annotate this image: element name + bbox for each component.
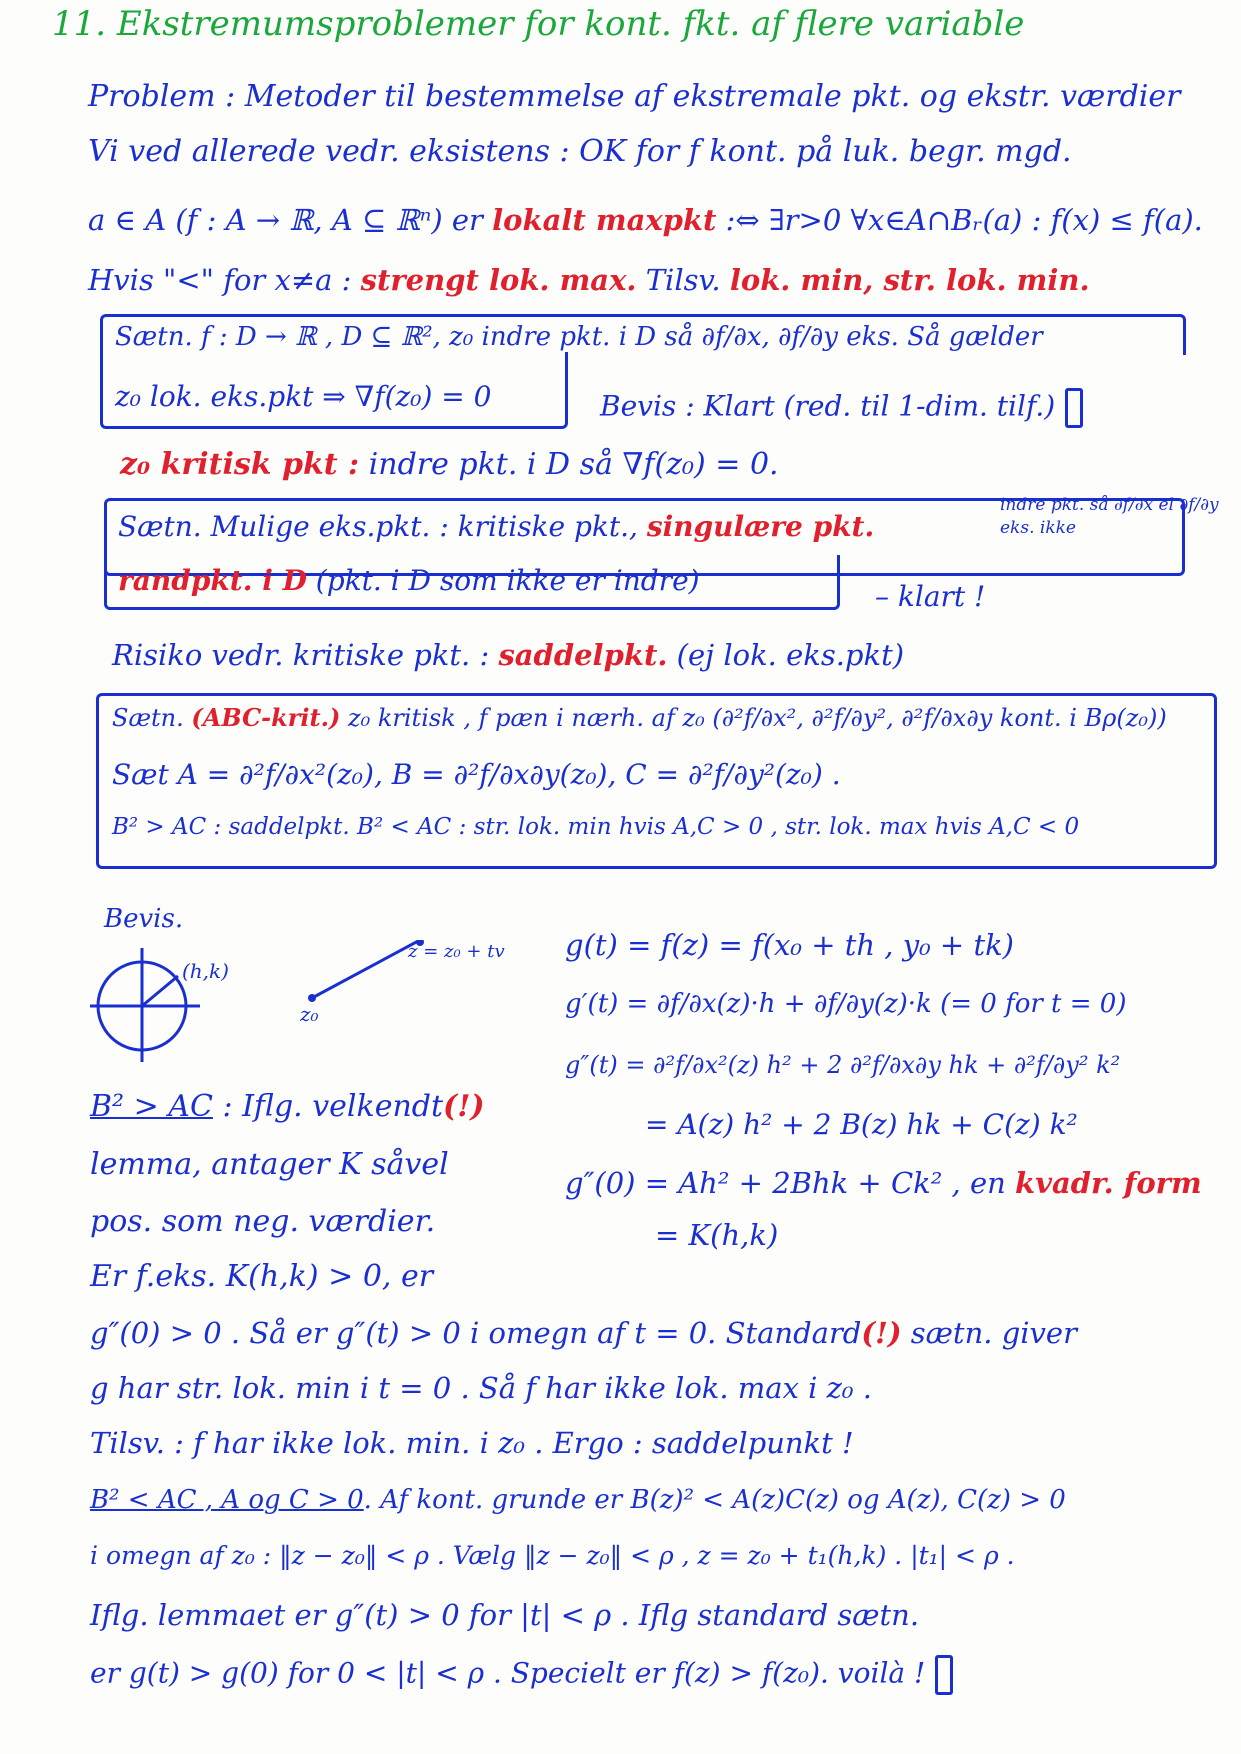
text: sætn. giver (901, 1316, 1077, 1350)
case-saddle-line3: pos. som neg. værdier. (90, 1204, 436, 1239)
proof-line-7 (90, 1655, 953, 1695)
text: Sætn. Mulige eks.pkt. : kritiske pkt., (118, 510, 647, 543)
proof-clear (600, 388, 1083, 428)
qed-icon (1065, 388, 1083, 428)
term-kritisk-pkt: z₀ kritisk pkt : (120, 447, 360, 482)
exclamation-mark: (!) (861, 1316, 902, 1350)
text: (ej lok. eks.pkt) (667, 638, 905, 672)
line-existence: Vi ved allerede vedr. eksistens : OK for f kont. på luk. begr. mgd. (88, 134, 1072, 169)
term-lokalt-maxpkt: lokalt maxpkt (492, 203, 717, 237)
proof-line-5: i omegn af z₀ : ‖z − z₀‖ < ρ . Vælg ‖z − z₀‖ < ρ , z = z₀ + t₁(h,k) . |t₁| < ρ . (90, 1541, 1015, 1570)
text: indre pkt. i D så ∇f(z₀) = 0. (359, 447, 779, 482)
proof-line-4 (90, 1486, 1066, 1515)
page-title: 11. Ekstremumsproblemer for kont. fkt. af flere variable (52, 4, 1025, 44)
eq-k-hk: = K(h,k) (655, 1218, 779, 1252)
case-saddle-line4: Er f.eks. K(h,k) > 0, er (90, 1259, 434, 1294)
singular-note: indre pkt. så ∂f/∂x el ∂f/∂y eks. ikke (1000, 495, 1219, 538)
term-lok-min: lok. min, str. lok. min. (729, 263, 1090, 297)
case-saddle-heading (90, 1090, 485, 1123)
z-segment-label: z = z₀ + tv (408, 941, 505, 962)
z0-label: z₀ (300, 1002, 319, 1026)
case-saddle-line2: lemma, antager K såvel (90, 1147, 449, 1182)
qed-icon (935, 1655, 953, 1695)
text: : Iflg. velkendt (212, 1089, 444, 1124)
text: . Af kont. grunde er B(z)² < A(z)C(z) og A(z), C(z) > 0 (363, 1485, 1066, 1515)
hk-label: (h,k) (182, 959, 229, 983)
theorem-abc-def: Sæt A = ∂²f/∂x²(z₀), B = ∂²f/∂x∂y(z₀), C = ∂²f/∂y²(z₀) . (112, 758, 841, 791)
text: Bevis : Klart (red. til 1-dim. tilf.) (600, 389, 1056, 423)
term-saddelpkt: saddelpkt. (498, 638, 668, 672)
point-z0 (308, 994, 316, 1002)
text: Sætn. (112, 704, 192, 732)
term-strengt-lok-max: strengt lok. max. (360, 263, 637, 297)
line-strict (88, 265, 1090, 297)
text: Risiko vedr. kritiske pkt. : (112, 638, 499, 672)
direction-vector (142, 976, 178, 1006)
proof-line-6: Iflg. lemmaet er g″(t) > 0 for |t| < ρ . Iflg standard sætn. (90, 1598, 920, 1632)
proof-line-1 (90, 1318, 1077, 1350)
term-randpkt: randpkt. i D (118, 564, 307, 597)
theorem-possible-points (118, 512, 874, 543)
term-singulaere-pkt: singulære pkt. (646, 510, 875, 543)
theorem-abc-header (112, 705, 1167, 731)
line-local-max-def (88, 205, 1203, 237)
line-problem: Problem : Metoder til bestemmelse af ekstremale pkt. og ekstr. værdier (88, 79, 1181, 114)
text: g″(0) = Ah² + 2Bhk + Ck² , en (565, 1166, 1016, 1200)
clear-note: – klart ! (875, 580, 986, 613)
text: Hvis "<" for x≠a : (88, 263, 361, 297)
text: z₀ kritisk , f pæn i nærh. af z₀ (∂²f/∂x², ∂²f/∂y², ∂²f/∂x∂y kont. i Bρ(z₀)) (340, 704, 1167, 732)
case-label: B² < AC , A og C > 0 (90, 1485, 364, 1515)
text: (pkt. i D som ikke er indre) (306, 564, 700, 597)
proof-line-3: Tilsv. : f har ikke lok. min. i z₀ . Ergo : saddelpunkt ! (90, 1426, 854, 1460)
eq-g-double-prime-zero (565, 1168, 1202, 1200)
theorem-gradient-conclusion: z₀ lok. eks.pkt ⇒ ∇f(z₀) = 0 (115, 380, 492, 413)
term-kvadr-form: kvadr. form (1015, 1166, 1202, 1200)
line-risk (112, 640, 904, 672)
eq-g-double-prime-abc: = A(z) h² + 2 B(z) hk + C(z) k² (645, 1108, 1078, 1141)
proof-line-2: g har str. lok. min i t = 0 . Så f har ikke lok. max i z₀ . (90, 1371, 872, 1405)
segment-line (312, 940, 420, 998)
exclamation-mark: (!) (443, 1089, 485, 1124)
proof-label: Bevis. (104, 904, 184, 934)
text: Tilsv. (636, 263, 730, 297)
line-critical-def (120, 448, 779, 481)
eq-g-double-prime: g″(t) = ∂²f/∂x²(z) h² + 2 ∂²f/∂x∂y hk + ∂²f/∂y² k² (565, 1051, 1121, 1079)
text: a ∈ A (f : A → ℝ, A ⊆ ℝⁿ) er (88, 203, 493, 237)
term-abc-krit: (ABC-krit.) (191, 703, 341, 732)
text: g″(0) > 0 . Så er g″(t) > 0 i omegn af t = 0. Standard (90, 1316, 862, 1350)
eq-g: g(t) = f(z) = f(x₀ + th , y₀ + tk) (565, 928, 1014, 962)
case-label: B² > AC (90, 1089, 213, 1124)
theorem-gradient: Sætn. f : D → ℝ , D ⊆ ℝ², z₀ indre pkt. i D så ∂f/∂x, ∂f/∂y eks. Så gælder (115, 322, 1043, 352)
text: er g(t) > g(0) for 0 < |t| < ρ . Specielt er f(z) > f(z₀). voilà ! (90, 1656, 926, 1690)
theorem-abc-conclusion: B² > AC : saddelpkt. B² < AC : str. lok. min hvis A,C > 0 , str. lok. max hvis A,C < 0 (112, 814, 1080, 840)
text: :⇔ ∃r>0 ∀x∈A∩Bᵣ(a) : f(x) ≤ f(a). (716, 203, 1203, 237)
line-boundary (118, 566, 700, 597)
eq-g-prime: g′(t) = ∂f/∂x(z)·h + ∂f/∂y(z)·k (= 0 for t = 0) (565, 989, 1127, 1019)
